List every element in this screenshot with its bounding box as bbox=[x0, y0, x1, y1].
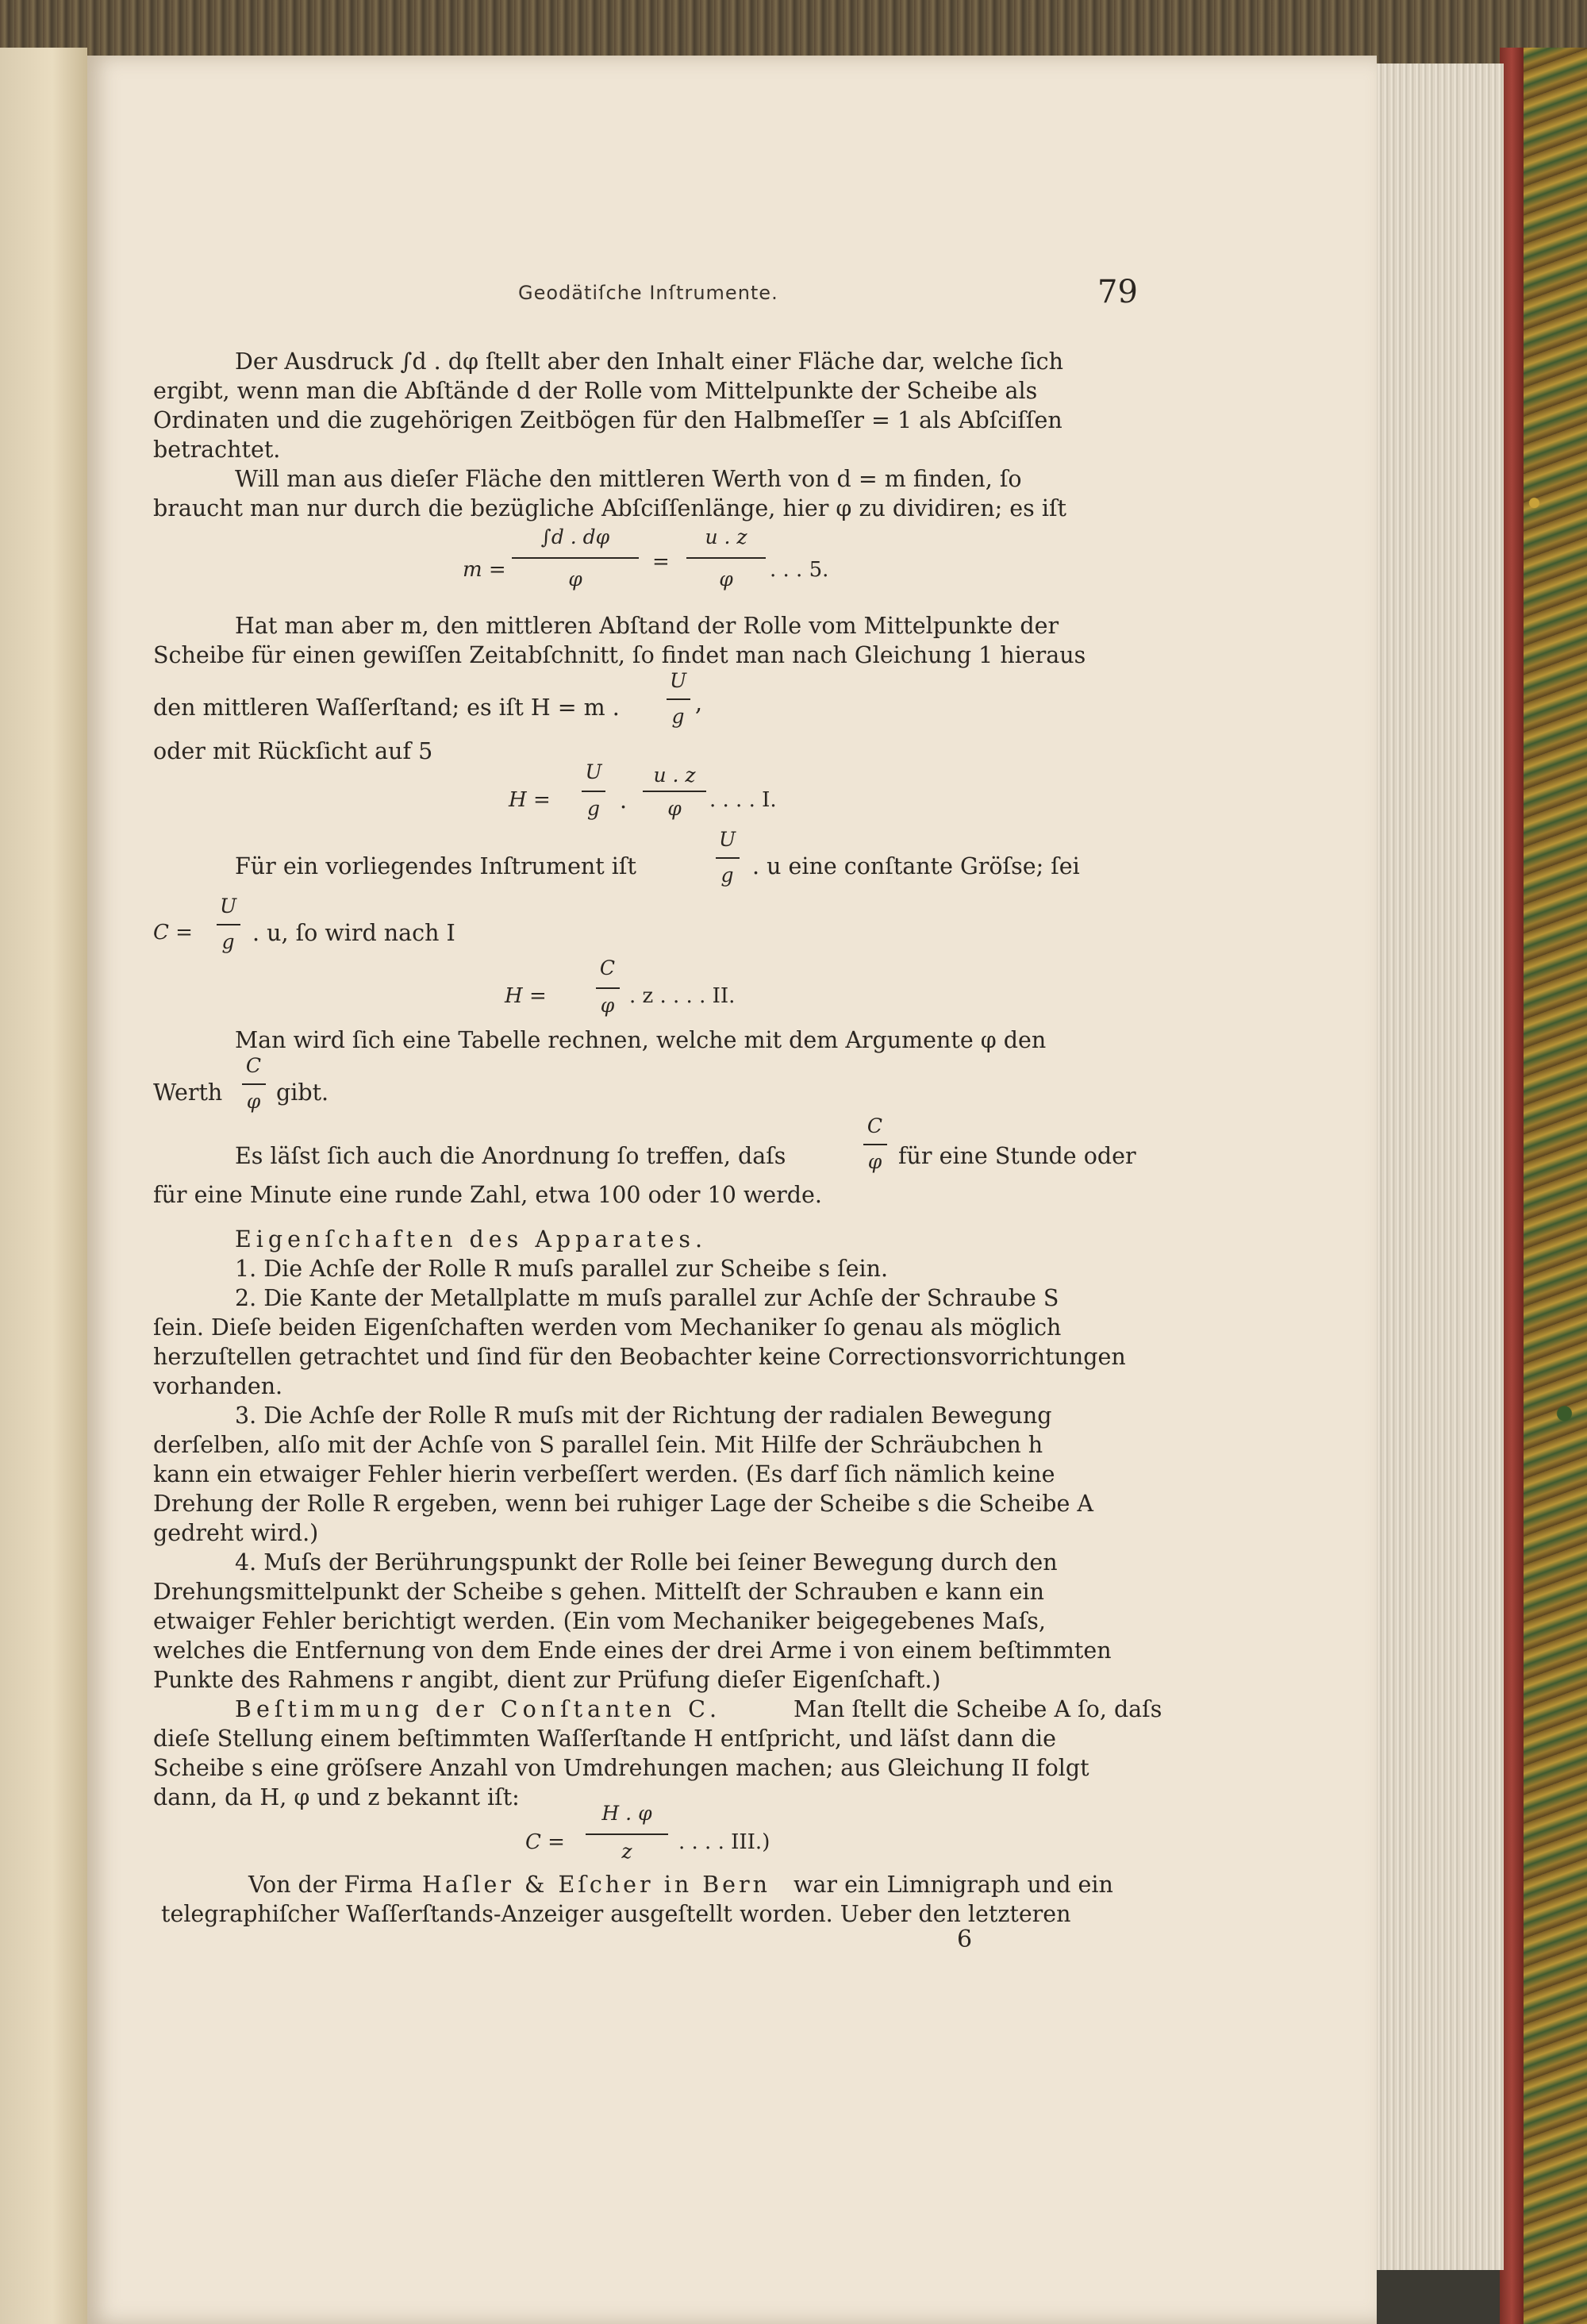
text-line: Drehung der Rolle R ergeben, wenn bei ruhiger Lage der Scheibe s die Scheibe A bbox=[153, 1491, 1093, 1517]
left-page-edge bbox=[0, 48, 87, 2324]
frac-den: g bbox=[221, 930, 235, 953]
frac-num: C bbox=[867, 1114, 883, 1137]
text-line: derſelben, alſo mit der Achſe von S parallel ſein. Mit Hilfe der Schräubchen h bbox=[153, 1432, 1043, 1458]
text-line: ſein. Dieſe beiden Eigenſchaften werden vom Mechaniker ſo genau als möglich bbox=[153, 1314, 1062, 1341]
text-line: Von der Firma bbox=[248, 1872, 413, 1898]
text-line: Punkte des Rahmens r angibt, dient zur Prüfung dieſer Eigenſchaft.) bbox=[153, 1667, 941, 1693]
text-line: etwaiger Fehler berichtigt werden. (Ein vom Mechaniker beigegebenes Maſs, bbox=[153, 1608, 1046, 1634]
eq5-num1: ∫d . dφ bbox=[540, 525, 610, 548]
eqI-dot: . bbox=[620, 787, 628, 814]
eqI-num1: U bbox=[585, 760, 602, 783]
text-line: den mittleren Waſſerſtand; es iſt H = m . bbox=[153, 695, 620, 721]
fraction-bar bbox=[242, 1083, 266, 1085]
text-line: Für ein vorliegendes Inſtrument iſt bbox=[235, 853, 636, 879]
eqIII-lhs: C = bbox=[525, 1830, 565, 1854]
text-line: . u eine conſtante Gröſse; ſei bbox=[752, 853, 1080, 879]
text-line: vorhanden. bbox=[153, 1373, 283, 1399]
text-line: braucht man nur durch die bezügliche Abſciſſenlänge, hier φ zu dividiren; es iſt bbox=[153, 495, 1066, 521]
signature-mark: 6 bbox=[957, 1926, 973, 1953]
eqIII-tag: . . . . III.) bbox=[678, 1830, 770, 1854]
text-line: Drehungsmittelpunkt der Scheibe s gehen. Mittelſt der Schrauben e kann ein bbox=[153, 1579, 1044, 1605]
eqI-den1: g bbox=[586, 797, 600, 820]
eqI-num2: u . z bbox=[653, 764, 696, 787]
eq5-num2: u . z bbox=[705, 525, 747, 548]
eq5-lhs: m = bbox=[463, 558, 506, 582]
eq5-den1: φ bbox=[568, 568, 582, 591]
fraction-bar bbox=[586, 1833, 668, 1835]
text-line: ergibt, wenn man die Abſtände d der Rolle vom Mittelpunkte der Scheibe als bbox=[153, 378, 1038, 404]
text-line: welches die Entfernung von dem Ende eines der drei Arme i von einem beſtimmten bbox=[153, 1637, 1112, 1664]
text-line: gibt. bbox=[276, 1079, 329, 1106]
list-item: 3. Die Achſe der Rolle R muſs mit der Richtung der radialen Bewegung bbox=[235, 1402, 1052, 1429]
text-line: für eine Minute eine runde Zahl, etwa 100 oder 10 werde. bbox=[153, 1182, 822, 1208]
text-line: Ordinaten und die zugehörigen Zeitbögen für den Halbmeſſer = 1 als Abſciſſen bbox=[153, 407, 1062, 433]
frac-den: φ bbox=[246, 1090, 261, 1113]
text-line: kann ein etwaiger Fehler hierin verbeſſert werden. (Es darf ſich nämlich keine bbox=[153, 1461, 1055, 1487]
fraction-bar bbox=[643, 791, 706, 792]
comma: , bbox=[695, 690, 703, 716]
text-line: gedreht wird.) bbox=[153, 1520, 319, 1546]
running-header: Geodätiſche Inſtrumente. bbox=[518, 282, 778, 304]
fraction-bar bbox=[863, 1144, 887, 1145]
eqI-tag: . . . . I. bbox=[709, 788, 777, 812]
fraction-bar bbox=[716, 857, 740, 859]
frac-num: C bbox=[245, 1054, 262, 1077]
frac-den: z bbox=[621, 1840, 632, 1863]
text-line: Es läſst ſich auch die Anordnung ſo treffen, daſs bbox=[235, 1143, 786, 1169]
text-line: Man ſtellt die Scheibe A ſo, daſs bbox=[794, 1696, 1162, 1722]
frac-den: g bbox=[720, 864, 734, 887]
text-line: Will man aus dieſer Fläche den mittleren Werth von d = m finden, ſo bbox=[235, 466, 1022, 492]
fraction-bar bbox=[582, 791, 605, 792]
text-line: Scheibe für einen gewiſſen Zeitabſchnitt, ſo findet man nach Gleichung 1 hieraus bbox=[153, 642, 1086, 668]
firm-name: Haſler & Eſcher in Bern bbox=[422, 1872, 771, 1898]
text-line: Man wird ſich eine Tabelle rechnen, welche mit dem Argumente φ den bbox=[235, 1027, 1047, 1053]
text-line: oder mit Rückſicht auf 5 bbox=[153, 738, 433, 764]
text-line: . u, ſo wird nach I bbox=[252, 920, 455, 946]
eqC-lhs: C = bbox=[153, 921, 193, 945]
text-line: dann, da H, φ und z bekannt iſt: bbox=[153, 1784, 520, 1810]
frac-num: U bbox=[219, 895, 237, 918]
eq5-equals: = bbox=[652, 550, 670, 574]
text-line: herzuſtellen getrachtet und ſind für den Beobachter keine Correctionsvorrichtungen bbox=[153, 1344, 1126, 1370]
frac-num: C bbox=[599, 956, 616, 979]
page-stack-edge bbox=[1377, 63, 1504, 2270]
fraction-bar bbox=[686, 557, 766, 559]
text-line: dieſe Stellung einem beſtimmten Waſſerſtande H entſpricht, und läſst dann die bbox=[153, 1726, 1057, 1752]
text-line: Der Ausdruck ∫d . dφ ſtellt aber den Inhalt einer Fläche dar, welche ſich bbox=[235, 348, 1063, 375]
text-line: war ein Limnigraph und ein bbox=[794, 1872, 1113, 1898]
frac-num: H . φ bbox=[601, 1802, 652, 1825]
list-item: 4. Muſs der Berührungspunkt der Rolle bei ſeiner Bewegung durch den bbox=[235, 1549, 1058, 1576]
frac-den: g bbox=[671, 705, 685, 728]
page-number: 79 bbox=[1097, 274, 1138, 310]
section-heading: Beſtimmung der Conſtanten C. bbox=[235, 1696, 722, 1722]
text-line: Hat man aber m, den mittleren Abſtand der Rolle vom Mittelpunkte der bbox=[235, 613, 1059, 639]
section-heading: Eigenſchaften des Apparates. bbox=[235, 1226, 707, 1252]
eq5-den2: φ bbox=[719, 568, 733, 591]
list-item: 2. Die Kante der Metallplatte m muſs parallel zur Achſe der Schraube S bbox=[235, 1285, 1059, 1311]
text-line: für eine Stunde oder bbox=[898, 1143, 1136, 1169]
fraction-bar bbox=[667, 698, 690, 700]
eqI-lhs: H = bbox=[509, 788, 551, 812]
text-line: telegraphiſcher Waſſerſtands-Anzeiger ausgeſtellt worden. Ueber den letzteren bbox=[161, 1901, 1071, 1927]
eq5-tag: . . . 5. bbox=[770, 558, 829, 582]
eqII-tag: . z . . . . II. bbox=[629, 984, 736, 1008]
text-line: betrachtet. bbox=[153, 437, 281, 463]
eqII-lhs: H = bbox=[505, 984, 547, 1008]
text-line: Werth bbox=[153, 1079, 223, 1106]
list-item: 1. Die Achſe der Rolle R muſs parallel zur Scheibe s ſein. bbox=[235, 1256, 889, 1282]
fraction-bar bbox=[217, 924, 240, 925]
eqI-den2: φ bbox=[667, 797, 682, 820]
frac-den: φ bbox=[600, 994, 615, 1017]
fraction-bar bbox=[596, 987, 620, 989]
frac-den: φ bbox=[867, 1150, 882, 1173]
fraction-bar bbox=[512, 557, 639, 559]
frac-num: U bbox=[669, 669, 687, 692]
text-line: Scheibe s eine gröſsere Anzahl von Umdrehungen machen; aus Gleichung II folgt bbox=[153, 1755, 1089, 1781]
frac-num: U bbox=[718, 828, 736, 851]
